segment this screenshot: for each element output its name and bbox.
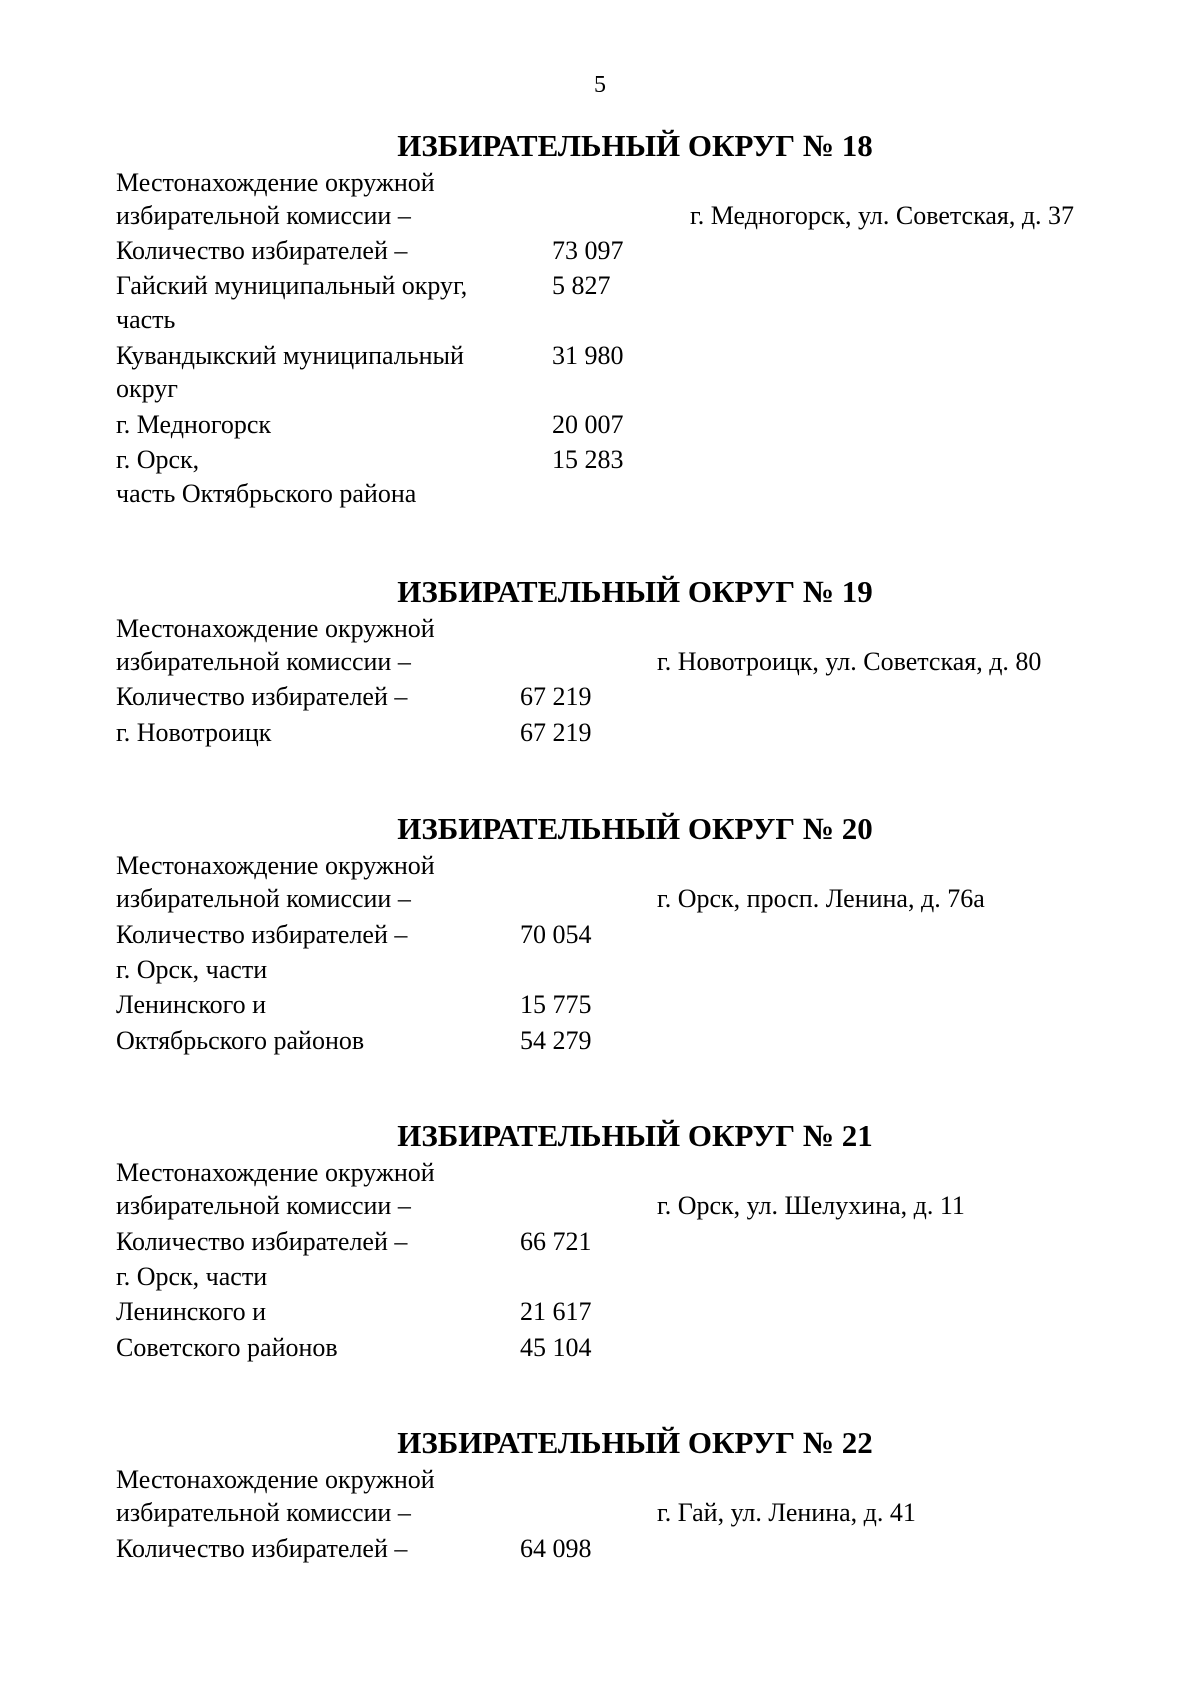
location-label-line1: Местонахождение окружной <box>116 614 435 643</box>
row-label: г. Новотроицк <box>116 718 272 747</box>
district-heading: ИЗБИРАТЕЛЬНЫЙ ОКРУГ № 22 <box>397 1425 873 1460</box>
voters-label: Количество избирателей – <box>116 236 408 265</box>
row-value: 20 007 <box>552 410 624 439</box>
district-heading: ИЗБИРАТЕЛЬНЫЙ ОКРУГ № 18 <box>397 128 873 163</box>
voters-label: Количество избирателей – <box>116 682 408 711</box>
commission-address: г. Новотроицк, ул. Советская, д. 80 <box>657 647 1042 676</box>
district-heading: ИЗБИРАТЕЛЬНЫЙ ОКРУГ № 21 <box>397 1118 873 1153</box>
row-label: г. Орск, части <box>116 1262 268 1291</box>
location-label-line1: Местонахождение окружной <box>116 168 435 197</box>
row-label-cont: часть Октябрьского района <box>116 479 417 508</box>
row-value: 5 827 <box>552 271 611 300</box>
location-label-line2: избирательной комиссии – <box>116 1191 411 1220</box>
row-value: 15 775 <box>520 990 592 1019</box>
row-label: Ленинского и <box>116 1297 267 1326</box>
row-value: 67 219 <box>520 718 592 747</box>
district-heading: ИЗБИРАТЕЛЬНЫЙ ОКРУГ № 20 <box>397 811 873 846</box>
location-label-line2: избирательной комиссии – <box>116 884 411 913</box>
location-label-line1: Местонахождение окружной <box>116 851 435 880</box>
district-heading: ИЗБИРАТЕЛЬНЫЙ ОКРУГ № 19 <box>397 574 873 609</box>
row-label-cont: округ <box>116 374 178 403</box>
row-label: Октябрьского районов <box>116 1026 365 1055</box>
row-label: Гайский муниципальный округ, <box>116 271 468 300</box>
row-label: г. Орск, <box>116 445 200 474</box>
commission-address: г. Гай, ул. Ленина, д. 41 <box>657 1498 916 1527</box>
row-label: г. Медногорск <box>116 410 272 439</box>
location-label-line1: Местонахождение окружной <box>116 1158 435 1187</box>
row-value: 45 104 <box>520 1333 592 1362</box>
row-value: 31 980 <box>552 341 624 370</box>
commission-address: г. Орск, просп. Ленина, д. 76а <box>657 884 985 913</box>
voters-total: 67 219 <box>520 682 592 711</box>
location-label-line2: избирательной комиссии – <box>116 1498 411 1527</box>
voters-total: 66 721 <box>520 1227 592 1256</box>
voters-label: Количество избирателей – <box>116 1534 408 1563</box>
location-label-line1: Местонахождение окружной <box>116 1465 435 1494</box>
commission-address: г. Орск, ул. Шелухина, д. 11 <box>657 1191 965 1220</box>
row-label: Советского районов <box>116 1333 338 1362</box>
row-label: Кувандыкский муниципальный <box>116 341 464 370</box>
row-label-cont: часть <box>116 305 176 334</box>
voters-total: 70 054 <box>520 920 592 949</box>
voters-label: Количество избирателей – <box>116 920 408 949</box>
row-value: 54 279 <box>520 1026 592 1055</box>
voters-total: 73 097 <box>552 236 624 265</box>
voters-label: Количество избирателей – <box>116 1227 408 1256</box>
page-number: 5 <box>594 72 606 98</box>
location-label-line2: избирательной комиссии – <box>116 647 411 676</box>
commission-address: г. Медногорск, ул. Советская, д. 37 <box>690 201 1075 230</box>
row-value: 15 283 <box>552 445 624 474</box>
row-label: Ленинского и <box>116 990 267 1019</box>
row-value: 21 617 <box>520 1297 592 1326</box>
location-label-line2: избирательной комиссии – <box>116 201 411 230</box>
voters-total: 64 098 <box>520 1534 592 1563</box>
row-label: г. Орск, части <box>116 955 268 984</box>
